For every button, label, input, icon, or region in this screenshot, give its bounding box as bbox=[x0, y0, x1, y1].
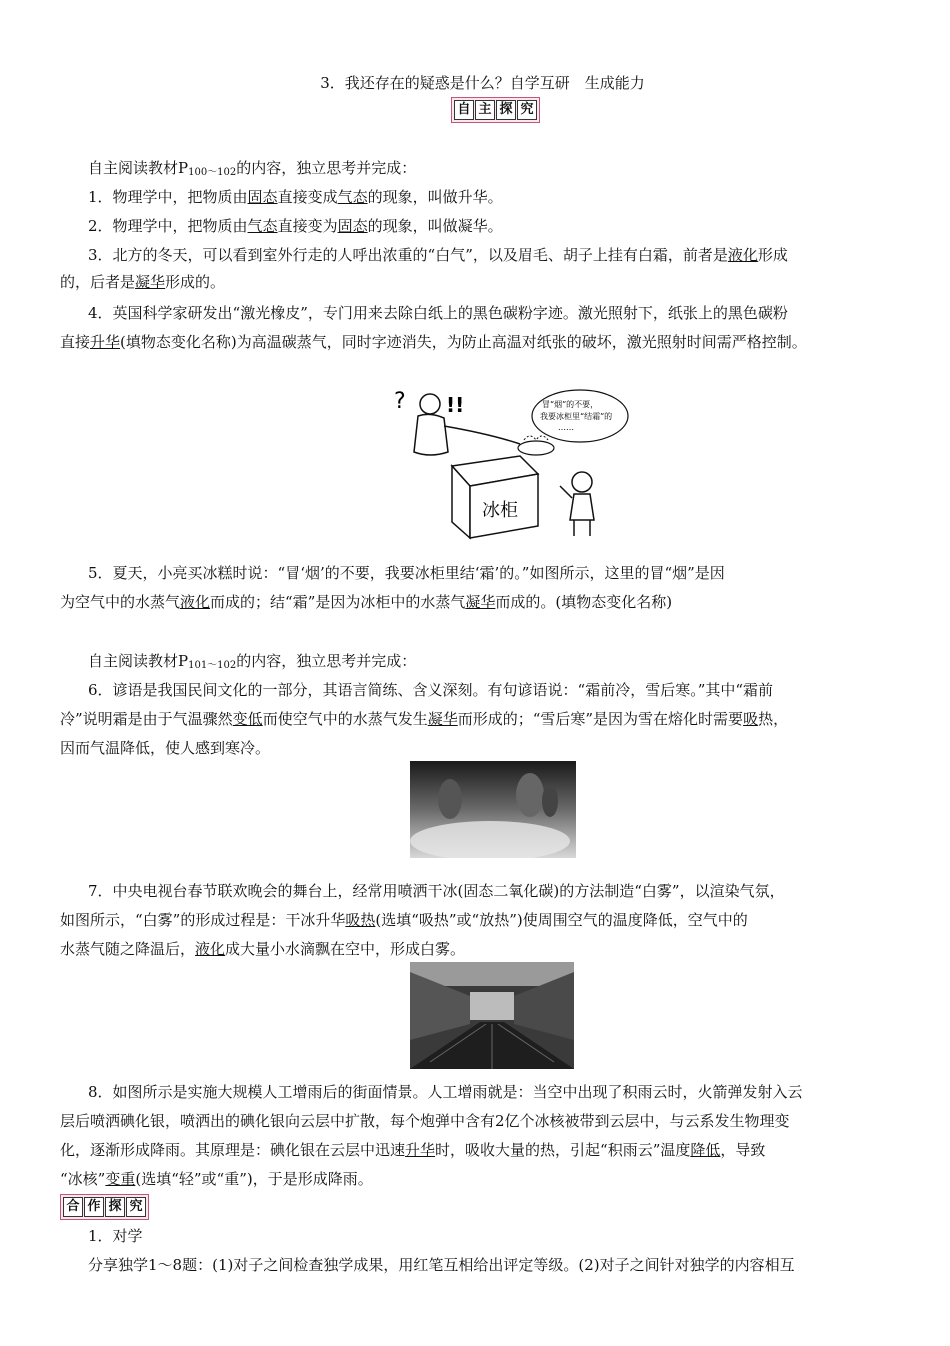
answer: 液化 bbox=[180, 593, 211, 611]
answer: 固态 bbox=[337, 217, 368, 235]
answer: 凝华 bbox=[427, 710, 458, 728]
question-7-line1: 7．中央电视台春节联欢晚会的舞台上，经常用喷洒干冰(固态二氧化碳)的方法制造“白雾”，以渲染气氛， bbox=[88, 882, 785, 900]
question-5-line1: 5．夏天，小亮买冰糕时说：“冒‘烟’的不要，我要冰柜里结‘霜’的。”如图所示，这里的冒“烟”是因 bbox=[88, 564, 725, 582]
plate-icon bbox=[518, 441, 554, 455]
answer: 吸热 bbox=[345, 911, 376, 929]
child-head-icon bbox=[572, 472, 592, 492]
question-7-line2: 如图所示，“白雾”的形成过程是：干冰升华吸热(选填“吸热”或“放热”)使周围空气的温度降低，空气中的 bbox=[60, 911, 748, 929]
coop-item-1-text: 分享独学1～8题：(1)对子之间检查独学成果，用红笔互相给出评定等级。(2)对子之间针对独学的内容相互 bbox=[88, 1256, 795, 1274]
badge-char: 探 bbox=[105, 1197, 125, 1217]
question-6-line1: 6．谚语是我国民间文化的一部分，其语言简练、含义深刻。有句谚语说：“霜前冷，雪后寒。”其中“霜前 bbox=[88, 681, 774, 699]
question-6-line2: 冷”说明霜是由于气温骤然变低而使空气中的水蒸气发生凝华而形成的；“雪后寒”是因为雪在熔化时需要吸热， bbox=[60, 710, 789, 728]
badge-char: 自 bbox=[454, 100, 474, 120]
question-8-line2: 层后喷洒碘化银，喷洒出的碘化银向云层中扩散，每个炮弹中含有2亿个冰核被带到云层中，与云系发生物理变 bbox=[60, 1112, 790, 1130]
question-8-line3: 化，逐渐形成降雨。其原理是：碘化银在云层中迅速升华时，吸收大量的热，引起“积雨云”温度降低，导致 bbox=[60, 1141, 766, 1159]
badge-char: 合 bbox=[63, 1197, 83, 1217]
answer: 凝华 bbox=[135, 273, 166, 291]
stage-fog-photo bbox=[410, 761, 576, 858]
answer: 固态 bbox=[247, 188, 278, 206]
answer: 液化 bbox=[195, 940, 226, 958]
question-8-line1: 8．如图所示是实施大规模人工增雨后的街面情景。人工增雨就是：当空中出现了积雨云时，火箭弹发射入云 bbox=[88, 1083, 803, 1101]
answer: 气态 bbox=[247, 217, 278, 235]
adult-body-icon bbox=[414, 414, 448, 455]
answer: 升华 bbox=[90, 333, 121, 351]
badge-char: 作 bbox=[84, 1197, 104, 1217]
answer: 凝华 bbox=[465, 593, 496, 611]
child-body-icon bbox=[570, 494, 594, 520]
answer: 降低 bbox=[690, 1141, 721, 1159]
answer: 吸 bbox=[743, 710, 759, 728]
section-badge-self-study bbox=[451, 97, 540, 123]
answer: 升华 bbox=[405, 1141, 436, 1159]
adult-head-icon bbox=[420, 394, 440, 414]
answer: 变低 bbox=[232, 710, 263, 728]
badge-char: 探 bbox=[496, 100, 516, 120]
svg-text:……: …… bbox=[558, 423, 574, 432]
badge-char: 究 bbox=[517, 100, 537, 120]
section-badge-cooperative bbox=[60, 1194, 149, 1220]
question-1: 1．物理学中，把物质由固态直接变成气态的现象，叫做升华。 bbox=[88, 188, 503, 206]
question-5-line2: 为空气中的水蒸气液化而成的；结“霜”是因为冰柜中的水蒸气凝华而成的。(填物态变化名称) bbox=[60, 593, 673, 611]
coop-item-1: 1．对学 bbox=[88, 1227, 143, 1245]
question-mark-icon: ? bbox=[394, 389, 406, 414]
question-4-line1: 4．英国科学家研发出“激光橡皮”，专门用来去除白纸上的黑色碳粉字迹。激光照射下，纸张上的黑色碳粉 bbox=[88, 304, 788, 322]
section1-intro: 自主阅读教材$P_{100\sim 102}$的内容，独立思考并完成： bbox=[88, 159, 417, 178]
freezer-label: 冰柜 bbox=[482, 500, 518, 521]
answer: 气态 bbox=[337, 188, 368, 206]
question-3-line2: 的，后者是凝华形成的。 bbox=[60, 273, 226, 291]
badge-char: 究 bbox=[126, 1197, 146, 1217]
question-4-line2: 直接升华(填物态变化名称)为高温碳蒸气，同时字迹消失，为防止高温对纸张的破坏，激光照射时间需严格控制。 bbox=[60, 333, 807, 351]
question-3-line1: 3．北方的冬天，可以看到室外行走的人呼出浓重的“白气”，以及眉毛、胡子上挂有白霜，前者是液化形成 bbox=[88, 246, 788, 264]
question-8-line4: “冰核”变重(选填“轻”或“重”)，于是形成降雨。 bbox=[60, 1170, 373, 1188]
svg-text:冒“烟”的不要，: 冒“烟”的不要， bbox=[542, 400, 599, 409]
answer: 变重 bbox=[105, 1170, 136, 1188]
exclamation-icon: !! bbox=[446, 393, 465, 417]
question-6-line3: 因而气温降低，使人感到寒冷。 bbox=[60, 739, 271, 757]
section2-intro: 自主阅读教材$P_{101\sim 102}$的内容，独立思考并完成： bbox=[88, 652, 417, 671]
cartoon-freezer-figure bbox=[390, 382, 630, 542]
answer: 液化 bbox=[727, 246, 758, 264]
rainy-street-photo bbox=[410, 962, 574, 1069]
question-7-line3: 水蒸气随之降温后，液化成大量小水滴飘在空中，形成白雾。 bbox=[60, 940, 466, 958]
page-title: 3．我还存在的疑惑是什么？自学互研 生成能力 bbox=[320, 74, 645, 92]
question-2: 2．物理学中，把物质由气态直接变为固态的现象，叫做凝华。 bbox=[88, 217, 503, 235]
badge-char: 主 bbox=[475, 100, 495, 120]
svg-text:我要冰柜里“结霜”的: 我要冰柜里“结霜”的 bbox=[540, 412, 613, 421]
